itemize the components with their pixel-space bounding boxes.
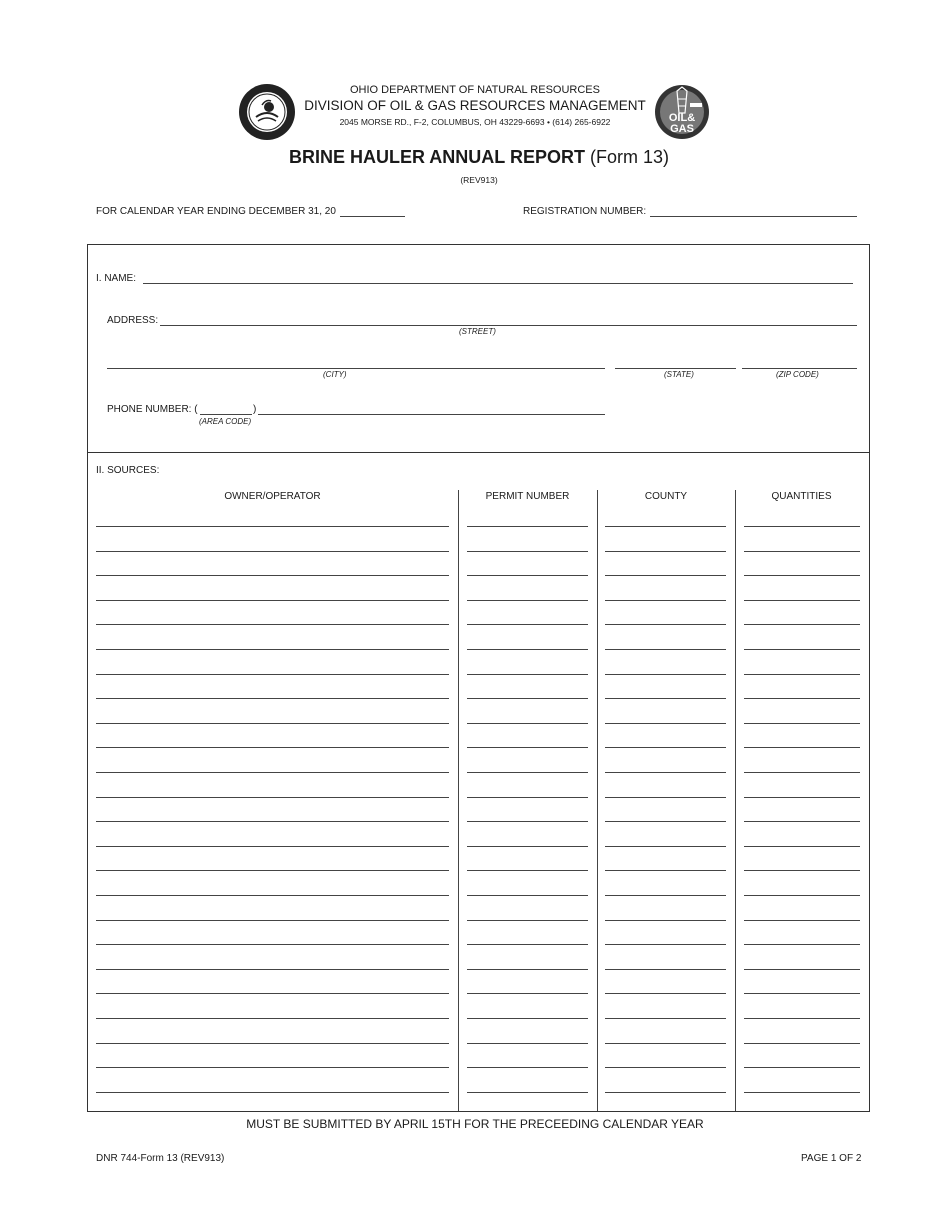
permit-number-field[interactable] bbox=[467, 723, 588, 724]
section-divider bbox=[88, 452, 869, 453]
area-code-field[interactable] bbox=[200, 414, 252, 415]
city-caption: (CITY) bbox=[323, 370, 347, 379]
county-field[interactable] bbox=[605, 575, 726, 576]
quantities-field[interactable] bbox=[744, 1092, 860, 1093]
county-field[interactable] bbox=[605, 944, 726, 945]
owner-operator-field[interactable] bbox=[96, 1067, 449, 1068]
quantities-field[interactable] bbox=[744, 624, 860, 625]
phone-label: PHONE NUMBER: ( bbox=[107, 404, 198, 415]
department-name: OHIO DEPARTMENT OF NATURAL RESOURCES bbox=[350, 84, 600, 96]
owner-operator-field[interactable] bbox=[96, 993, 449, 994]
quantities-field[interactable] bbox=[744, 674, 860, 675]
quantities-field[interactable] bbox=[744, 1018, 860, 1019]
permit-number-field[interactable] bbox=[467, 870, 588, 871]
owner-operator-field[interactable] bbox=[96, 526, 449, 527]
owner-operator-field[interactable] bbox=[96, 698, 449, 699]
state-field[interactable] bbox=[615, 368, 736, 369]
quantities-field[interactable] bbox=[744, 797, 860, 798]
form-identifier: DNR 744-Form 13 (REV913) bbox=[96, 1153, 225, 1164]
phone-number-field[interactable] bbox=[258, 414, 605, 415]
col-county: COUNTY bbox=[644, 491, 688, 502]
quantities-field[interactable] bbox=[744, 772, 860, 773]
owner-operator-field[interactable] bbox=[96, 649, 449, 650]
permit-number-field[interactable] bbox=[467, 674, 588, 675]
permit-number-field[interactable] bbox=[467, 526, 588, 527]
county-field[interactable] bbox=[605, 526, 726, 527]
county-field[interactable] bbox=[605, 723, 726, 724]
calendar-year-label: FOR CALENDAR YEAR ENDING DECEMBER 31, 20 bbox=[96, 206, 336, 217]
zip-caption: (ZIP CODE) bbox=[776, 370, 819, 379]
quantities-field[interactable] bbox=[744, 1067, 860, 1068]
column-divider bbox=[458, 490, 459, 1111]
owner-operator-field[interactable] bbox=[96, 772, 449, 773]
county-field[interactable] bbox=[605, 895, 726, 896]
permit-number-field[interactable] bbox=[467, 895, 588, 896]
permit-number-field[interactable] bbox=[467, 1067, 588, 1068]
city-field[interactable] bbox=[107, 368, 605, 369]
county-field[interactable] bbox=[605, 772, 726, 773]
owner-operator-field[interactable] bbox=[96, 969, 449, 970]
quantities-field[interactable] bbox=[744, 895, 860, 896]
permit-number-field[interactable] bbox=[467, 747, 588, 748]
name-field[interactable] bbox=[143, 283, 853, 284]
county-field[interactable] bbox=[605, 1067, 726, 1068]
division-name: DIVISION OF OIL & GAS RESOURCES MANAGEMENT bbox=[304, 98, 646, 113]
owner-operator-field[interactable] bbox=[96, 797, 449, 798]
agency-address: 2045 MORSE RD., F-2, COLUMBUS, OH 43229-6693 • (614) 265-6922 bbox=[339, 117, 611, 127]
oil-gas-logo-text-2: GAS bbox=[670, 123, 694, 135]
form-revision: (REV913) bbox=[460, 175, 498, 185]
permit-number-field[interactable] bbox=[467, 772, 588, 773]
owner-operator-field[interactable] bbox=[96, 1018, 449, 1019]
permit-number-field[interactable] bbox=[467, 575, 588, 576]
permit-number-field[interactable] bbox=[467, 920, 588, 921]
quantities-field[interactable] bbox=[744, 993, 860, 994]
owner-operator-field[interactable] bbox=[96, 821, 449, 822]
owner-operator-field[interactable] bbox=[96, 575, 449, 576]
county-field[interactable] bbox=[605, 600, 726, 601]
owner-operator-field[interactable] bbox=[96, 920, 449, 921]
owner-operator-field[interactable] bbox=[96, 551, 449, 552]
county-field[interactable] bbox=[605, 821, 726, 822]
quantities-field[interactable] bbox=[744, 575, 860, 576]
permit-number-field[interactable] bbox=[467, 698, 588, 699]
county-field[interactable] bbox=[605, 797, 726, 798]
form-title-main: BRINE HAULER ANNUAL REPORT bbox=[288, 147, 585, 167]
county-field[interactable] bbox=[605, 649, 726, 650]
county-field[interactable] bbox=[605, 870, 726, 871]
form-title-number: (Form 13) bbox=[590, 147, 670, 167]
county-field[interactable] bbox=[605, 846, 726, 847]
permit-number-field[interactable] bbox=[467, 944, 588, 945]
quantities-field[interactable] bbox=[744, 747, 860, 748]
registration-number-label: REGISTRATION NUMBER: bbox=[523, 206, 647, 217]
county-field[interactable] bbox=[605, 969, 726, 970]
phone-close-paren: ) bbox=[253, 404, 257, 415]
county-field[interactable] bbox=[605, 698, 726, 699]
county-field[interactable] bbox=[605, 993, 726, 994]
county-field[interactable] bbox=[605, 624, 726, 625]
quantities-field[interactable] bbox=[744, 698, 860, 699]
quantities-field[interactable] bbox=[744, 723, 860, 724]
quantities-field[interactable] bbox=[744, 969, 860, 970]
col-owner-operator: OWNER/OPERATOR bbox=[224, 491, 321, 502]
permit-number-field[interactable] bbox=[467, 993, 588, 994]
county-field[interactable] bbox=[605, 747, 726, 748]
owner-operator-field[interactable] bbox=[96, 624, 449, 625]
registration-number-field[interactable] bbox=[650, 216, 857, 217]
address-label: ADDRESS: bbox=[107, 315, 159, 326]
quantities-field[interactable] bbox=[744, 846, 860, 847]
permit-number-field[interactable] bbox=[467, 624, 588, 625]
permit-number-field[interactable] bbox=[467, 1092, 588, 1093]
form-title bbox=[0, 146, 950, 168]
area-code-caption: (AREA CODE) bbox=[199, 417, 252, 426]
quantities-field[interactable] bbox=[744, 551, 860, 552]
sources-label: II. SOURCES: bbox=[96, 465, 160, 476]
odnr-seal-logo bbox=[238, 83, 296, 141]
permit-number-field[interactable] bbox=[467, 1043, 588, 1044]
owner-operator-field[interactable] bbox=[96, 846, 449, 847]
permit-number-field[interactable] bbox=[467, 1018, 588, 1019]
quantities-field[interactable] bbox=[744, 870, 860, 871]
zip-field[interactable] bbox=[742, 368, 857, 369]
col-permit-number: PERMIT NUMBER bbox=[485, 491, 570, 502]
permit-number-field[interactable] bbox=[467, 821, 588, 822]
quantities-field[interactable] bbox=[744, 821, 860, 822]
permit-number-field[interactable] bbox=[467, 969, 588, 970]
owner-operator-field[interactable] bbox=[96, 600, 449, 601]
permit-number-field[interactable] bbox=[467, 600, 588, 601]
quantities-field[interactable] bbox=[744, 526, 860, 527]
permit-number-field[interactable] bbox=[467, 797, 588, 798]
name-label: I. NAME: bbox=[96, 273, 137, 284]
state-caption: (STATE) bbox=[664, 370, 694, 379]
owner-operator-field[interactable] bbox=[96, 944, 449, 945]
county-field[interactable] bbox=[605, 551, 726, 552]
street-field[interactable] bbox=[160, 325, 857, 326]
column-divider bbox=[597, 490, 598, 1111]
street-caption: (STREET) bbox=[459, 327, 496, 336]
owner-operator-field[interactable] bbox=[96, 1043, 449, 1044]
owner-operator-field[interactable] bbox=[96, 674, 449, 675]
form-main-box bbox=[87, 244, 870, 1112]
col-quantities: QUANTITIES bbox=[771, 491, 832, 502]
owner-operator-field[interactable] bbox=[96, 895, 449, 896]
submission-notice: MUST BE SUBMITTED BY APRIL 15TH FOR THE PRECEEDING CALENDAR YEAR bbox=[246, 1117, 704, 1131]
calendar-year-field[interactable] bbox=[340, 216, 405, 217]
permit-number-field[interactable] bbox=[467, 649, 588, 650]
oil-gas-logo-text-1: OIL& bbox=[668, 112, 696, 124]
county-field[interactable] bbox=[605, 674, 726, 675]
permit-number-field[interactable] bbox=[467, 846, 588, 847]
owner-operator-field[interactable] bbox=[96, 747, 449, 748]
page-number: PAGE 1 OF 2 bbox=[801, 1153, 862, 1164]
quantities-field[interactable] bbox=[744, 920, 860, 921]
quantities-field[interactable] bbox=[744, 1043, 860, 1044]
column-divider bbox=[735, 490, 736, 1111]
quantities-field[interactable] bbox=[744, 649, 860, 650]
county-field[interactable] bbox=[605, 920, 726, 921]
county-field[interactable] bbox=[605, 1092, 726, 1093]
owner-operator-field[interactable] bbox=[96, 1092, 449, 1093]
owner-operator-field[interactable] bbox=[96, 723, 449, 724]
county-field[interactable] bbox=[605, 1018, 726, 1019]
county-field[interactable] bbox=[605, 1043, 726, 1044]
quantities-field[interactable] bbox=[744, 944, 860, 945]
permit-number-field[interactable] bbox=[467, 551, 588, 552]
owner-operator-field[interactable] bbox=[96, 870, 449, 871]
oil-gas-logo bbox=[654, 83, 710, 141]
quantities-field[interactable] bbox=[744, 600, 860, 601]
